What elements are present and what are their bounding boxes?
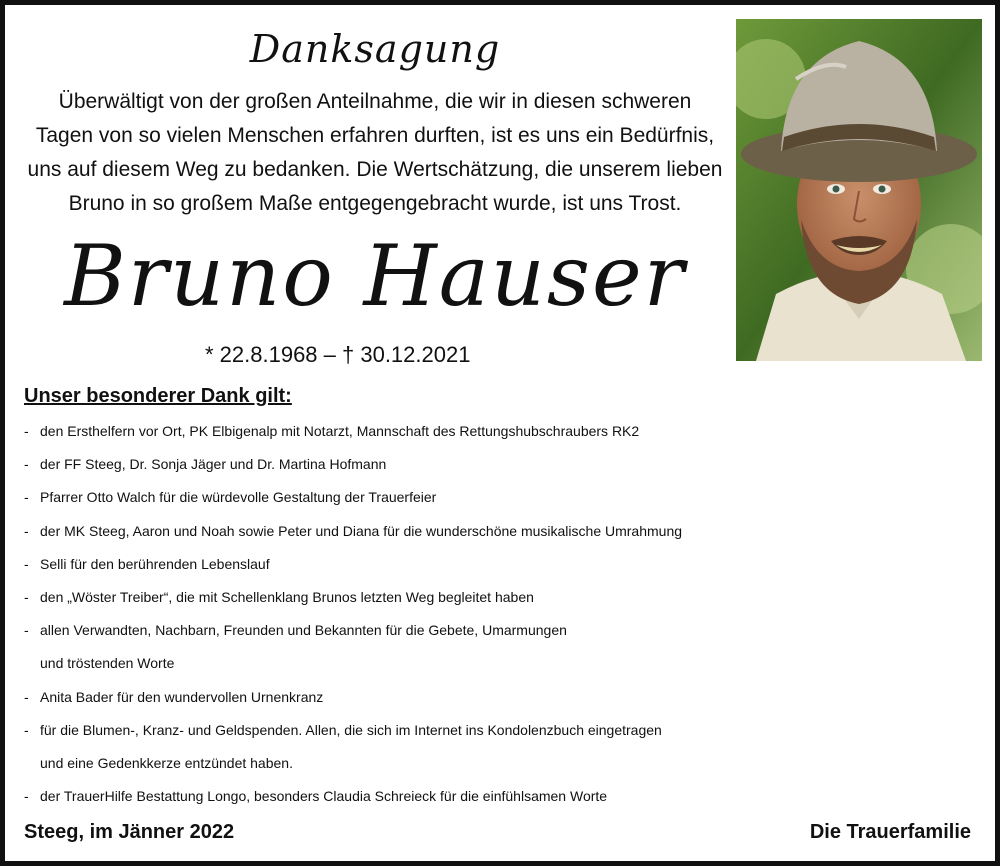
list-dash: - (24, 788, 29, 805)
deceased-name: Bruno Hauser (64, 227, 686, 325)
list-dash: - (24, 688, 29, 705)
list-dash: - (24, 622, 29, 639)
list-item-text-continued: und tröstenden Worte (40, 655, 175, 672)
thanks-title: Unser besonderer Dank gilt: (24, 385, 292, 407)
intro-line: Überwältigt von der großen Anteilnahme, die wir in diesen schweren (58, 90, 692, 113)
thanks-list (24, 415, 984, 813)
list-item (24, 415, 984, 448)
list-item-text: der MK Steeg, Aaron und Noah sowie Peter und Diana für die wunderschöne musikalische Umrahmung (40, 522, 683, 539)
life-dates: * 22.8.1968 – † 30.12.2021 (205, 342, 471, 367)
list-item (24, 714, 984, 780)
list-item-text: Pfarrer Otto Walch für die würdevolle Gestaltung der Trauerfeier (40, 489, 437, 506)
place-date: Steeg, im Jänner 2022 (24, 821, 235, 843)
list-item (24, 515, 984, 548)
list-dash: - (24, 721, 29, 738)
intro-line: uns auf diesem Weg zu bedanken. Die Wertschätzung, die unserem lieben (27, 158, 723, 181)
portrait-photo (736, 19, 982, 361)
signature-family: Die Trauerfamilie (809, 821, 971, 843)
list-dash: - (24, 456, 29, 473)
list-item-text: Selli für den berührenden Lebenslauf (40, 555, 270, 572)
intro-line: Tagen von so vielen Menschen erfahren durften, ist es uns ein Bedürfnis, (35, 124, 715, 147)
list-dash: - (24, 489, 29, 506)
list-item-text: der FF Steeg, Dr. Sonja Jäger und Dr. Martina Hofmann (40, 456, 387, 473)
list-item (24, 581, 984, 614)
list-dash: - (24, 589, 29, 606)
list-item-text: für die Blumen-, Kranz- und Geldspenden. Allen, die sich im Internet ins Kondolenzbuch eingetragen (40, 721, 662, 738)
list-item (24, 448, 984, 481)
list-item-text: Anita Bader für den wundervollen Urnenkranz (40, 688, 324, 705)
list-item (24, 548, 984, 581)
list-item-text-continued: und eine Gedenkkerze entzündet haben. (40, 755, 293, 772)
list-dash: - (24, 555, 29, 572)
list-item (24, 614, 984, 680)
list-item-text: der TrauerHilfe Bestattung Longo, besonders Claudia Schreieck für die einfühlsamen Worte (40, 788, 608, 805)
list-item (24, 481, 984, 514)
list-dash: - (24, 522, 29, 539)
list-item-text: allen Verwandten, Nachbarn, Freunden und Bekannten für die Gebete, Umarmungen (40, 622, 567, 639)
list-item (24, 681, 984, 714)
portrait-image (736, 19, 982, 361)
heading: Danksagung (249, 27, 501, 71)
list-dash: - (24, 423, 29, 439)
list-item-text: den Ersthelfern vor Ort, PK Elbigenalp mit Notarzt, Mannschaft des Rettungshubschraubers RK2 (40, 423, 640, 439)
intro-text (25, 85, 725, 221)
list-item-text: den „Wöster Treiber“, die mit Schellenklang Brunos letzten Weg begleitet haben (40, 589, 534, 606)
intro-line: Bruno in so großem Maße entgegengebracht wurde, ist uns Trost. (68, 192, 682, 215)
list-item (24, 780, 984, 813)
